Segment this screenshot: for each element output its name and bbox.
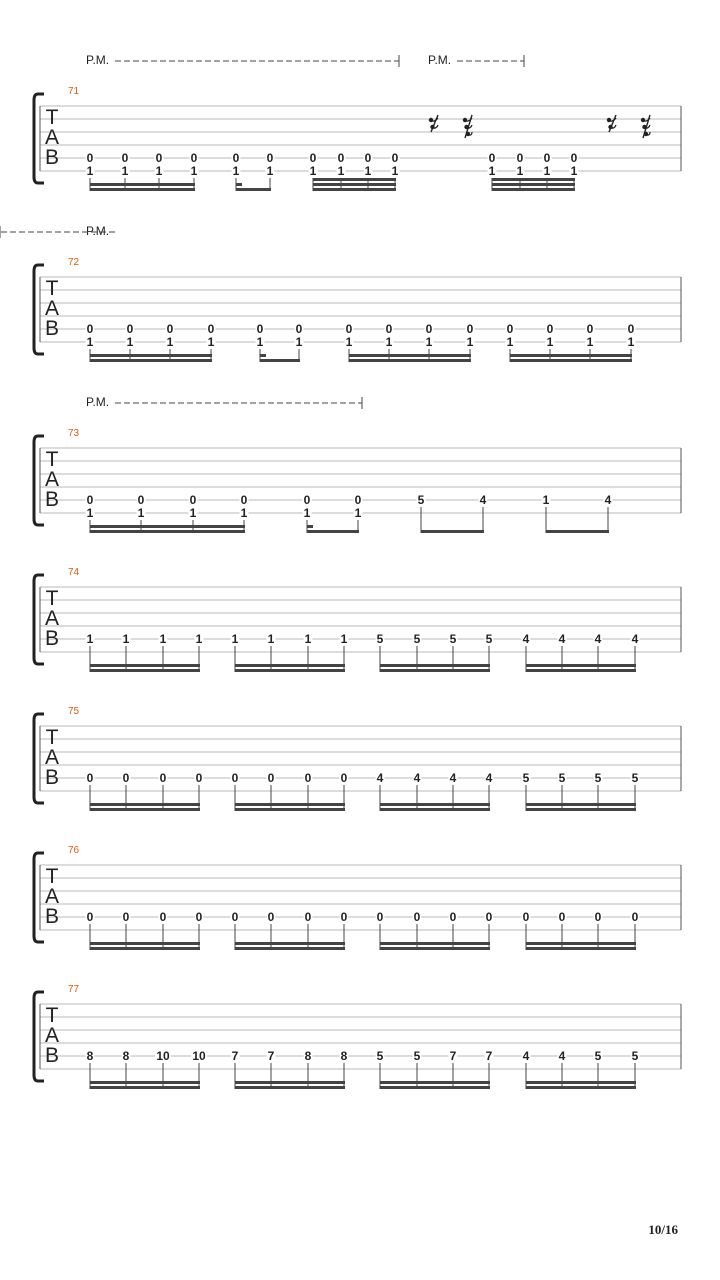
fret-number: 1 (137, 506, 145, 520)
fret-number: 0 (586, 322, 594, 336)
fret-number: 0 (190, 151, 198, 165)
fret-number: 1 (86, 164, 94, 178)
fret-number: 5 (631, 1049, 639, 1063)
svg-text:T: T (45, 587, 59, 610)
tab-staff (40, 1004, 681, 1069)
fret-number: 5 (413, 1049, 421, 1063)
fret-number: 0 (166, 322, 174, 336)
fret-number: 0 (232, 151, 240, 165)
fret-number: 1 (86, 506, 94, 520)
fret-number: 1 (240, 506, 248, 520)
fret-number: 1 (121, 164, 129, 178)
fret-number: 4 (413, 771, 421, 785)
fret-number: 0 (195, 910, 203, 924)
fret-number: 4 (522, 632, 530, 646)
fret-number: 4 (479, 493, 487, 507)
beam-group (90, 942, 200, 950)
system-bracket (34, 94, 44, 183)
fret-number: 0 (137, 493, 145, 507)
fret-number: 1 (586, 335, 594, 349)
fret-number: 5 (417, 493, 425, 507)
fret-number: 1 (627, 335, 635, 349)
fret-number: 0 (267, 910, 275, 924)
fret-number: 10 (192, 1049, 206, 1063)
fret-number: 0 (195, 771, 203, 785)
fret-number: 1 (166, 335, 174, 349)
fret-number: 1 (345, 335, 353, 349)
measure-number: 77 (68, 984, 80, 995)
measure-number: 76 (68, 845, 80, 856)
rest-thirty-second (463, 115, 472, 138)
svg-text:P.M.: P.M. (86, 395, 110, 409)
fret-number: 1 (195, 632, 203, 646)
fret-number: 1 (542, 493, 550, 507)
fret-number: 8 (340, 1049, 348, 1063)
tab-system-73 (34, 395, 681, 533)
svg-text:B: B (44, 627, 60, 650)
tab-note (295, 322, 304, 362)
fret-number: 1 (570, 164, 578, 178)
fret-number: 0 (413, 910, 421, 924)
beam-group (380, 942, 490, 950)
beam-group (236, 183, 271, 191)
svg-text:A: A (44, 746, 60, 769)
fret-number: 1 (304, 632, 312, 646)
fret-number: 1 (340, 632, 348, 646)
svg-text:A: A (44, 126, 60, 149)
fret-number: 0 (122, 910, 130, 924)
beam-group (492, 178, 575, 191)
fret-number: 1 (232, 164, 240, 178)
fret-number: 0 (570, 151, 578, 165)
measure-number: 75 (68, 706, 80, 717)
fret-number: 5 (558, 771, 566, 785)
fret-number: 0 (256, 322, 264, 336)
fret-number: 0 (267, 771, 275, 785)
fret-number: 0 (86, 771, 94, 785)
fret-number: 0 (207, 322, 215, 336)
fret-number: 0 (122, 771, 130, 785)
tab-system-71 (34, 53, 681, 191)
fret-number: 1 (207, 335, 215, 349)
tab-clef (45, 726, 59, 789)
beam-group (90, 1081, 200, 1089)
beam-group (380, 664, 490, 672)
fret-number: 0 (231, 771, 239, 785)
tab-staff (40, 865, 681, 930)
fret-number: 1 (266, 164, 274, 178)
fret-number: 7 (449, 1049, 457, 1063)
fret-number: 1 (126, 335, 134, 349)
tab-system-72 (0, 224, 681, 362)
fret-number: 0 (345, 322, 353, 336)
svg-text:B: B (44, 1044, 60, 1067)
palm-mute-marking (0, 224, 115, 238)
fret-number: 0 (304, 771, 312, 785)
fret-number: 5 (594, 1049, 602, 1063)
system-bracket (34, 265, 44, 354)
fret-number: 4 (594, 632, 602, 646)
tab-staff (40, 587, 681, 652)
fret-number: 0 (86, 493, 94, 507)
fret-number: 5 (594, 771, 602, 785)
fret-number: 1 (488, 164, 496, 178)
beam-group (90, 664, 200, 672)
fret-number: 4 (449, 771, 457, 785)
fret-number: 1 (516, 164, 524, 178)
system-bracket (34, 992, 44, 1081)
system-bracket (34, 575, 44, 664)
tab-clef (45, 865, 59, 928)
fret-number: 0 (391, 151, 399, 165)
svg-text:A: A (44, 1024, 60, 1047)
fret-number: 0 (425, 322, 433, 336)
tab-system-76 (34, 845, 681, 950)
tab-clef (45, 277, 59, 340)
fret-number: 0 (488, 151, 496, 165)
fret-number: 1 (391, 164, 399, 178)
beam-group (235, 1081, 345, 1089)
fret-number: 0 (506, 322, 514, 336)
fret-number: 1 (295, 335, 303, 349)
fret-number: 1 (543, 164, 551, 178)
fret-number: 1 (303, 506, 311, 520)
fret-number: 0 (340, 771, 348, 785)
fret-number: 0 (449, 910, 457, 924)
fret-number: 1 (546, 335, 554, 349)
rest-sixteenth (429, 115, 438, 132)
fret-number: 5 (485, 632, 493, 646)
fret-number: 1 (309, 164, 317, 178)
beam-group (235, 664, 345, 672)
tab-note (266, 151, 275, 191)
fret-number: 5 (376, 632, 384, 646)
svg-text:P.M.: P.M. (86, 53, 110, 67)
beam-group (235, 803, 345, 811)
fret-number: 0 (631, 910, 639, 924)
beam-group (546, 530, 609, 533)
palm-mute-marking (86, 395, 362, 409)
tab-staff (40, 277, 681, 342)
fret-number: 5 (413, 632, 421, 646)
fret-number: 1 (256, 335, 264, 349)
fret-number: 0 (364, 151, 372, 165)
fret-number: 0 (558, 910, 566, 924)
system-bracket (34, 436, 44, 525)
svg-text:B: B (44, 317, 60, 340)
fret-number: 8 (304, 1049, 312, 1063)
beam-group (313, 178, 396, 191)
beam-group (349, 354, 471, 362)
rest-sixteenth (607, 115, 616, 132)
fret-number: 5 (449, 632, 457, 646)
beam-group (421, 530, 484, 533)
fret-number: 1 (190, 164, 198, 178)
beam-group (90, 803, 200, 811)
tab-system-77 (34, 984, 681, 1089)
fret-number: 5 (376, 1049, 384, 1063)
fret-number: 0 (594, 910, 602, 924)
beam-group (260, 354, 300, 362)
fret-number: 0 (86, 151, 94, 165)
beam-group (90, 525, 245, 533)
fret-number: 1 (385, 335, 393, 349)
beam-group (526, 1081, 636, 1089)
fret-number: 0 (354, 493, 362, 507)
fret-number: 7 (485, 1049, 493, 1063)
fret-number: 0 (309, 151, 317, 165)
tab-staff (40, 106, 681, 171)
tab-clef (45, 587, 59, 650)
fret-number: 1 (337, 164, 345, 178)
svg-text:B: B (44, 766, 60, 789)
system-bracket (34, 714, 44, 803)
svg-text:T: T (45, 1004, 59, 1027)
palm-mute-marking (428, 53, 524, 67)
svg-text:B: B (44, 488, 60, 511)
fret-number: 0 (295, 322, 303, 336)
fret-number: 1 (122, 632, 130, 646)
fret-number: 7 (267, 1049, 275, 1063)
beam-group (526, 664, 636, 672)
fret-number: 0 (543, 151, 551, 165)
fret-number: 0 (159, 771, 167, 785)
beam-group (90, 183, 195, 191)
fret-number: 10 (156, 1049, 170, 1063)
fret-number: 1 (267, 632, 275, 646)
fret-number: 0 (86, 322, 94, 336)
fret-number: 1 (425, 335, 433, 349)
measure-number: 73 (68, 428, 80, 439)
fret-number: 0 (627, 322, 635, 336)
beam-group (380, 1081, 490, 1089)
fret-number: 0 (159, 910, 167, 924)
svg-text:A: A (44, 468, 60, 491)
svg-text:B: B (44, 146, 60, 169)
beam-group (380, 803, 490, 811)
svg-text:A: A (44, 885, 60, 908)
tab-clef (45, 106, 59, 169)
fret-number: 0 (485, 910, 493, 924)
system-bracket (34, 853, 44, 942)
fret-number: 0 (466, 322, 474, 336)
fret-number: 4 (522, 1049, 530, 1063)
svg-text:T: T (45, 726, 59, 749)
fret-number: 0 (340, 910, 348, 924)
tab-clef (45, 448, 59, 511)
fret-number: 0 (304, 910, 312, 924)
measure-number: 74 (68, 567, 80, 578)
fret-number: 0 (522, 910, 530, 924)
beam-group (526, 942, 636, 950)
svg-text:T: T (45, 106, 59, 129)
tab-staff (40, 726, 681, 791)
fret-number: 0 (376, 910, 384, 924)
fret-number: 1 (155, 164, 163, 178)
fret-number: 1 (86, 632, 94, 646)
fret-number: 0 (337, 151, 345, 165)
fret-number: 1 (466, 335, 474, 349)
svg-text:A: A (44, 607, 60, 630)
fret-number: 1 (354, 506, 362, 520)
tab-note (354, 493, 363, 533)
svg-text:A: A (44, 297, 60, 320)
beam-group (235, 942, 345, 950)
svg-text:T: T (45, 277, 59, 300)
page-number: 10/16 (648, 1222, 678, 1237)
beam-group (307, 525, 359, 533)
fret-number: 4 (376, 771, 384, 785)
fret-number: 8 (86, 1049, 94, 1063)
fret-number: 0 (189, 493, 197, 507)
measure-number: 71 (68, 86, 80, 97)
fret-number: 0 (546, 322, 554, 336)
svg-text:T: T (45, 448, 59, 471)
svg-text:P.M.: P.M. (86, 224, 110, 238)
beam-group (526, 803, 636, 811)
fret-number: 0 (516, 151, 524, 165)
rest-thirty-second (641, 115, 650, 138)
fret-number: 4 (558, 632, 566, 646)
fret-number: 0 (240, 493, 248, 507)
tab-system-74 (34, 567, 681, 672)
fret-number: 0 (385, 322, 393, 336)
measure-number: 72 (68, 257, 80, 268)
fret-number: 0 (231, 910, 239, 924)
svg-text:P.M.: P.M. (428, 53, 452, 67)
tab-clef (45, 1004, 59, 1067)
fret-number: 1 (86, 335, 94, 349)
tab-system-75 (34, 706, 681, 811)
fret-number: 0 (121, 151, 129, 165)
palm-mute-marking (86, 53, 399, 67)
fret-number: 5 (522, 771, 530, 785)
svg-text:T: T (45, 865, 59, 888)
fret-number: 0 (303, 493, 311, 507)
fret-number: 0 (266, 151, 274, 165)
fret-number: 4 (604, 493, 612, 507)
fret-number: 1 (506, 335, 514, 349)
beam-group (90, 354, 212, 362)
beam-group (510, 354, 632, 362)
fret-number: 4 (558, 1049, 566, 1063)
fret-number: 4 (485, 771, 493, 785)
fret-number: 4 (631, 632, 639, 646)
fret-number: 0 (126, 322, 134, 336)
fret-number: 5 (631, 771, 639, 785)
fret-number: 1 (159, 632, 167, 646)
fret-number: 0 (155, 151, 163, 165)
fret-number: 1 (189, 506, 197, 520)
fret-number: 1 (364, 164, 372, 178)
fret-number: 8 (122, 1049, 130, 1063)
fret-number: 0 (86, 910, 94, 924)
fret-number: 1 (231, 632, 239, 646)
svg-text:B: B (44, 905, 60, 928)
fret-number: 7 (231, 1049, 239, 1063)
